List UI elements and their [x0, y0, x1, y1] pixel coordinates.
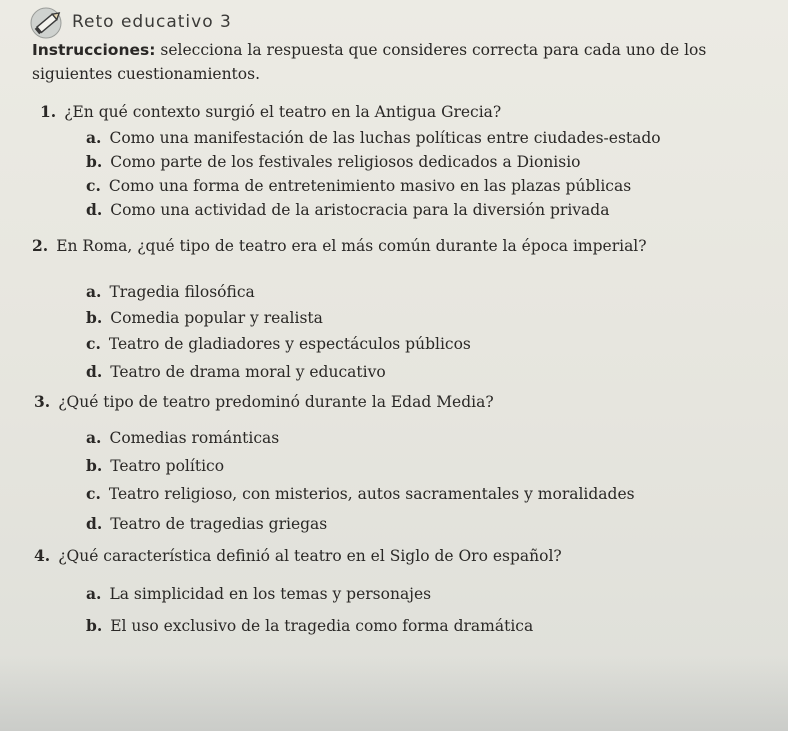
- pencil-icon: [30, 6, 66, 40]
- option-3a[interactable]: [86, 428, 279, 447]
- option-text: Como una manifestación de las luchas políticas entre ciudades-estado: [109, 129, 661, 147]
- instructions-text: selecciona la respuesta que consideres correcta para cada uno de los siguientes cuestionamientos.: [32, 41, 707, 83]
- option-letter: a.: [86, 282, 102, 301]
- option-2d[interactable]: [86, 362, 386, 381]
- question-number: 3.: [34, 392, 51, 411]
- option-letter: d.: [86, 514, 103, 533]
- option-3c[interactable]: [86, 484, 635, 503]
- question-1: [40, 102, 501, 121]
- option-2b[interactable]: [86, 308, 323, 327]
- page-bottom-shadow: [0, 655, 788, 731]
- option-text: Teatro de drama moral y educativo: [110, 363, 386, 381]
- option-text: La simplicidad en los temas y personajes: [109, 585, 432, 603]
- option-text: Como una actividad de la aristocracia para la diversión privada: [110, 201, 610, 219]
- option-text: Comedias románticas: [109, 429, 280, 447]
- option-text: Comedia popular y realista: [110, 309, 323, 327]
- option-text: Tragedia filosófica: [109, 283, 255, 301]
- option-4a[interactable]: [86, 584, 431, 603]
- question-number: 2.: [32, 236, 49, 255]
- option-letter: a.: [86, 584, 102, 603]
- option-letter: d.: [86, 362, 103, 381]
- option-2c[interactable]: [86, 334, 471, 353]
- question-2: [32, 236, 647, 255]
- option-text: Teatro religioso, con misterios, autos sacramentales y moralidades: [108, 485, 635, 503]
- option-1b[interactable]: [86, 152, 581, 171]
- option-letter: a.: [86, 128, 102, 147]
- option-3b[interactable]: [86, 456, 224, 475]
- option-text: Teatro político: [110, 457, 225, 475]
- question-text: En Roma, ¿qué tipo de teatro era el más común durante la época imperial?: [56, 237, 647, 255]
- option-1a[interactable]: [86, 128, 661, 147]
- option-letter: b.: [86, 308, 103, 327]
- question-3: [34, 392, 494, 411]
- worksheet-title: Reto educativo 3: [72, 12, 232, 32]
- question-number: 4.: [34, 546, 51, 565]
- question-4: [34, 546, 562, 565]
- option-letter: b.: [86, 616, 103, 635]
- option-text: Como parte de los festivales religiosos dedicados a Dionisio: [110, 153, 581, 171]
- option-letter: c.: [86, 484, 101, 503]
- option-letter: c.: [86, 176, 101, 195]
- option-letter: d.: [86, 200, 103, 219]
- option-letter: b.: [86, 152, 103, 171]
- option-1c[interactable]: [86, 176, 631, 195]
- option-text: El uso exclusivo de la tragedia como forma dramática: [110, 617, 534, 635]
- question-text: ¿Qué característica definió al teatro en el Siglo de Oro español?: [58, 547, 562, 565]
- option-2a[interactable]: [86, 282, 255, 301]
- option-text: Teatro de tragedias griegas: [110, 515, 328, 533]
- question-text: ¿Qué tipo de teatro predominó durante la Edad Media?: [58, 393, 494, 411]
- option-letter: b.: [86, 456, 103, 475]
- option-text: Teatro de gladiadores y espectáculos públicos: [108, 335, 471, 353]
- instructions-label: Instrucciones:: [32, 41, 156, 59]
- option-3d[interactable]: [86, 514, 327, 533]
- option-4b[interactable]: [86, 616, 533, 635]
- question-text: ¿En qué contexto surgió el teatro en la Antigua Grecia?: [64, 103, 502, 121]
- option-text: Como una forma de entretenimiento masivo en las plazas públicas: [108, 177, 632, 195]
- option-letter: a.: [86, 428, 102, 447]
- instructions: [32, 38, 772, 86]
- option-1d[interactable]: [86, 200, 609, 219]
- option-letter: c.: [86, 334, 101, 353]
- question-number: 1.: [40, 102, 57, 121]
